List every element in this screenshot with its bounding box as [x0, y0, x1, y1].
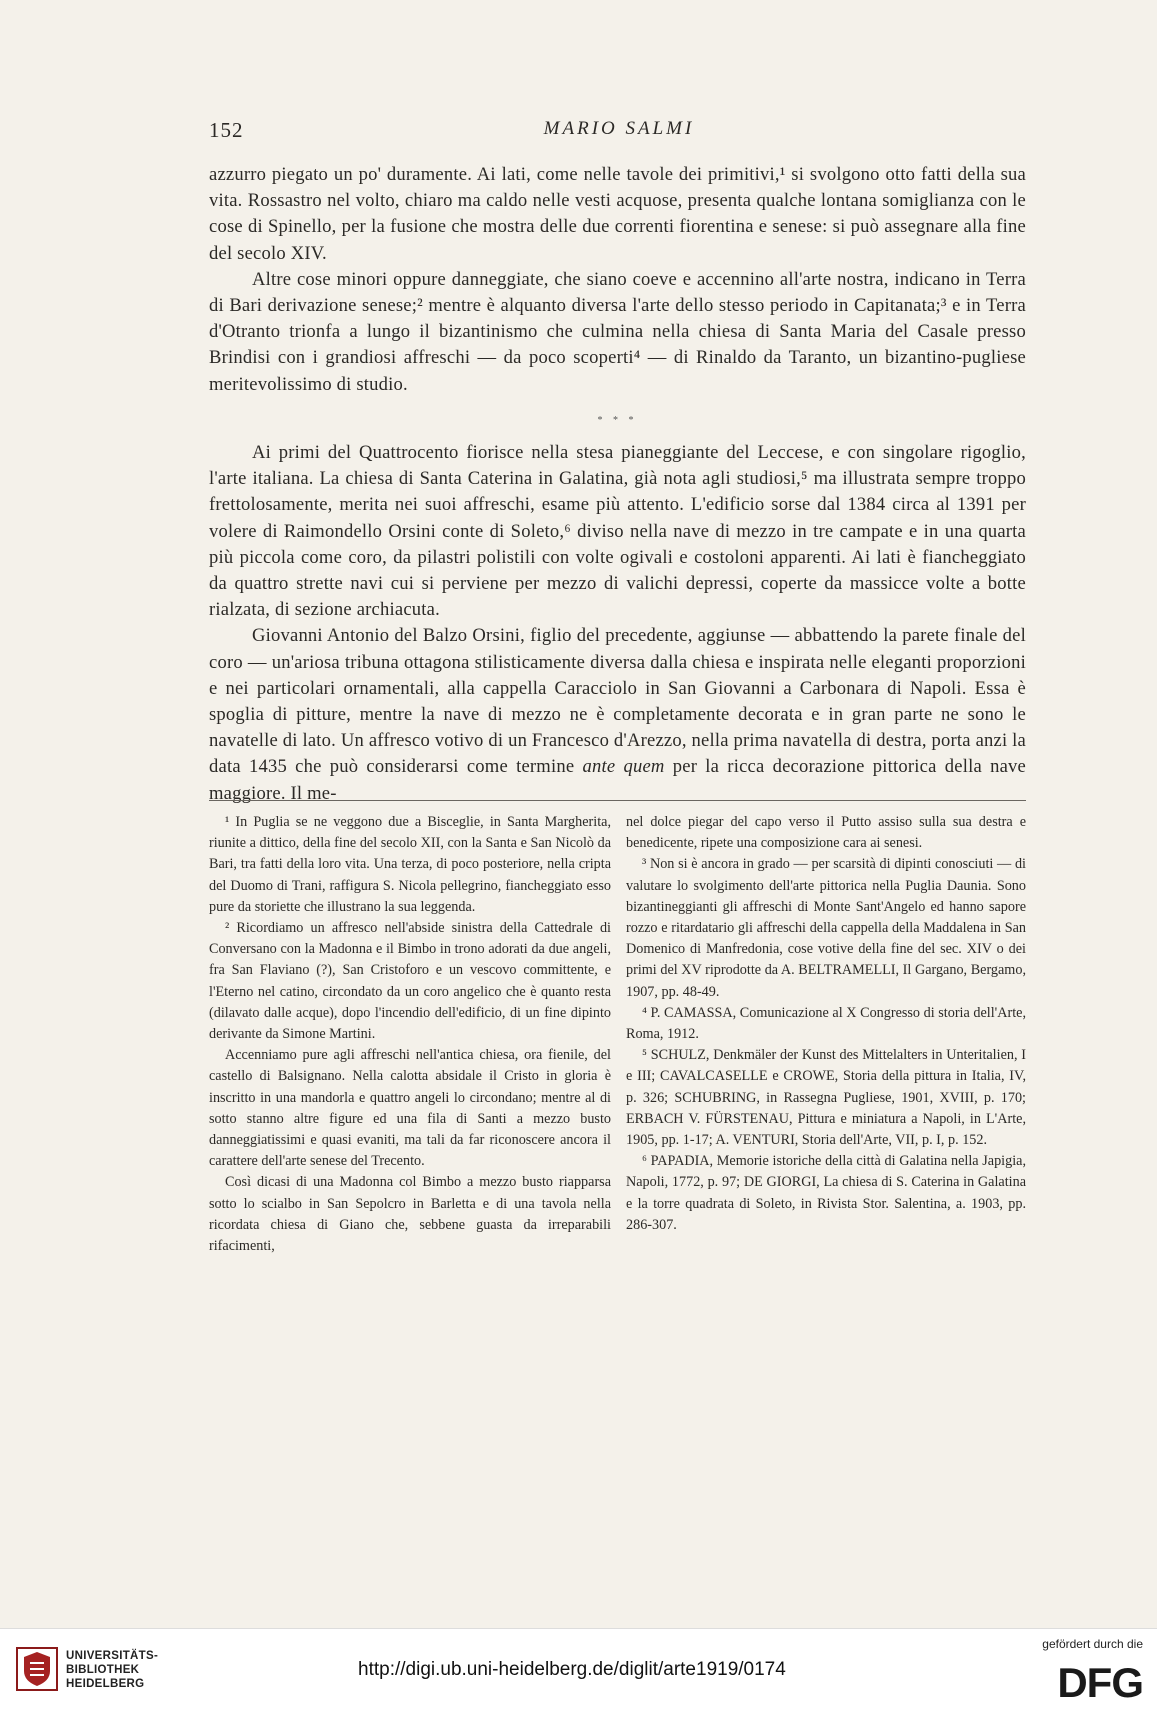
dfg-logo: DFG: [1057, 1659, 1143, 1706]
footnote-2-end: nel dolce piegar del capo verso il Putto assiso sulla sua destra e benedicente, ripete una composizione cara ai senesi.: [626, 814, 1026, 852]
footnotes-left-column: [209, 812, 611, 1257]
paragraph-3: Ai primi del Quattrocento fiorisce nella stesa pianeggiante del Leccese, e con singolare rigoglio, l'arte italiana. La chiesa di Santa Caterina in Galatina, già nota agli studiosi,⁵ ma illustrata sempre troppo frettolosamente, merita nei suoi affreschi, esame più attento. L'edificio sorse dal 1384 circa al 1391 per volere di Raimondello Orsini conte di Soleto,⁶ diviso nella nave di mezzo in tre campate e in una quarta più piccola come coro, da pilastri polistili con volte ogivali e costoloni apparenti. Ai lati è fiancheggiato da quattro strette navi cui si perviene per mezzo di valichi depressi, coperte da massicce volte a botte rialzata, di sezione archiacuta.: [209, 442, 1026, 621]
footnote-rule: [209, 800, 1026, 801]
library-name-line-1: UNIVERSITÄTS-: [66, 1650, 159, 1662]
library-name-line-2: BIBLIOTHEK: [66, 1664, 140, 1676]
university-seal-icon: [16, 1647, 58, 1691]
footnote-4: ⁴ P. CAMASSA, Comunicazione al X Congresso di storia dell'Arte, Roma, 1912.: [626, 1004, 1026, 1043]
footnote-5: ⁵ SCHULZ, Denkmäler der Kunst des Mittelalters in Unteritalien, I e III; CAVALCASELLE e CROWE, Storia della pittura in Italia, IV, p. 326; SCHUBRING, in Rassegna Pugliese, 1901, XVIII, p. 170; ERBACH V. FÜRSTENAU, Pittura e miniatura a Napoli, in L'Arte, 1905, pp. 1-17; A. VENTURI, Storia dell'Arte, VII, p. I, p. 152.: [626, 1047, 1026, 1149]
paragraph-4-part-a: Giovanni Antonio del Balzo Orsini, figlio del precedente, aggiunse — abbattendo la parete finale del coro — un'ariosa tribuna ottagona stilisticamente diversa dalla chiesa e inspirata nelle eleganti proporzioni e nei particolari ornamentali, alla cappella Caracciolo in San Giovanni a Carbonara di Napoli. Essa è spoglia di pitture, mentre la nave di mezzo ne è completamente decorata e in gran parte ne sono le navatelle di lato. Un affresco votivo di un Francesco d'Arezzo, nella prima navatella di destra, porta anzi la data 1435 che può considerarsi come termine: [209, 625, 1027, 778]
paragraph-4: [209, 623, 1026, 806]
section-asterism: * * *: [597, 414, 638, 426]
footnote-3: ³ Non si è ancora in grado — per scarsità di dipinti conosciuti — di valutare lo svolgimento dell'arte pittorica nella Puglia Daunia. Sono bizantineggianti gli affreschi di Monte Sant'Angelo ed hanno sapore rozzo e ritardatario gli affreschi della cappella della Maddalena in San Domenico di Manfredonia, cose votive della fine del sec. XIV o dei primi del XV riprodotte da A. BELTRAMELLI, Il Gargano, Bergamo, 1907, pp. 48-49.: [626, 856, 1026, 1000]
footnote-2: ² Ricordiamo un affresco nell'abside sinistra della Cattedrale di Conversano con la Madonna e il Bimbo in trono adorati da due angeli, fra San Flaviano (?), San Cristoforo e un vescovo committente, e l'Eterno nel catino, circondato da un coro angelico che è quanto resta (dilavato dalle acque), dopo l'incendio dell'edificio, di un fine dipinto derivante da Simone Martini.: [209, 920, 611, 1043]
footnotes-right-column: [626, 812, 1026, 1236]
paragraph-2: Altre cose minori oppure danneggiate, che siano coeve e accennino all'arte nostra, indicano in Terra di Bari derivazione senese;² mentre è alquanto diversa l'arte dello stesso periodo in Capitanata;³ e in Terra d'Otranto trionfa a lungo il bizantinismo che culmina nella chiesa di Santa Maria del Casale presso Brindisi con i grandiosi affreschi — da poco scoperti⁴ — di Rinaldo da Taranto, un bizantino-pugliese meritevolissimo di studio.: [209, 268, 1026, 395]
footnote-6: ⁶ PAPADIA, Memorie istoriche della città di Galatina nella Japigia, Napoli, 1772, p. 97; DE GIORGI, La chiesa di S. Caterina in Galatina e la torre quadrata di Soleto, in Rivista Stor. Salentina, a. 1903, pp. 286-307.: [626, 1153, 1026, 1233]
library-name: [66, 1649, 158, 1691]
footnote-2-continued: Accenniamo pure agli affreschi nell'antica chiesa, ora fienile, del castello di Balsignano. Nella calotta absidale il Cristo in gloria è inscritto in una mandorla e quattro angeli lo circondano; mentre al di sotto stanno altre figure ed una fila di Santi a mezzo busto danneggiatissimi e quasi evaniti, ma tali da far riconoscere ancora il carattere dell'arte senese del Trecento.: [209, 1047, 611, 1170]
page-header: [209, 118, 1029, 148]
main-text: [209, 162, 1026, 807]
paragraph-1: azzurro piegato un po' duramente. Ai lati, come nelle tavole dei primitivi,¹ si svolgono otto fatti della sua vita. Rossastro nel volto, chiaro ma caldo nelle vesti acquose, presenta qualche lontana somiglianza con le cose di Spinello, per la fusione che mostra delle due correnti fiorentina e senese: si può assegnare alla fine del secolo XIV.: [209, 164, 1026, 264]
digitization-footer: [0, 1628, 1157, 1720]
running-head: MARIO SALMI: [543, 118, 695, 139]
footnote-1: ¹ In Puglia se ne veggono due a Bisceglie, in Santa Margherita, riunite a dittico, della fine del secolo XII, con la Santa e San Nicolò da Bari, tra fatti della loro vita. Una terza, di poco posteriore, nella cripta del Duomo di Trani, raffigura S. Nicola pellegrino, fiancheggiato esso pure da storiette che illustrano la sua leggenda.: [209, 814, 611, 915]
paragraph-4-part-b: per la ricca decorazione pittorica della nave maggiore. Il me-: [209, 756, 1026, 804]
page-number: 152: [209, 118, 244, 142]
permalink-url[interactable]: http://digi.ub.uni-heidelberg.de/diglit/arte1919/0174: [358, 1659, 786, 1680]
library-name-line-3: HEIDELBERG: [66, 1678, 145, 1690]
footnote-2-continued-2: Così dicasi di una Madonna col Bimbo a mezzo busto riapparsa sotto lo scialbo in San Sepolcro in Barletta e di una tavola nella ricordata chiesa di Giano che, sebbene guasta da irreparabili rifacimenti,: [209, 1174, 611, 1255]
sponsor-note: gefördert durch die: [1042, 1637, 1143, 1651]
ante-quem-italic: ante quem: [582, 756, 665, 778]
